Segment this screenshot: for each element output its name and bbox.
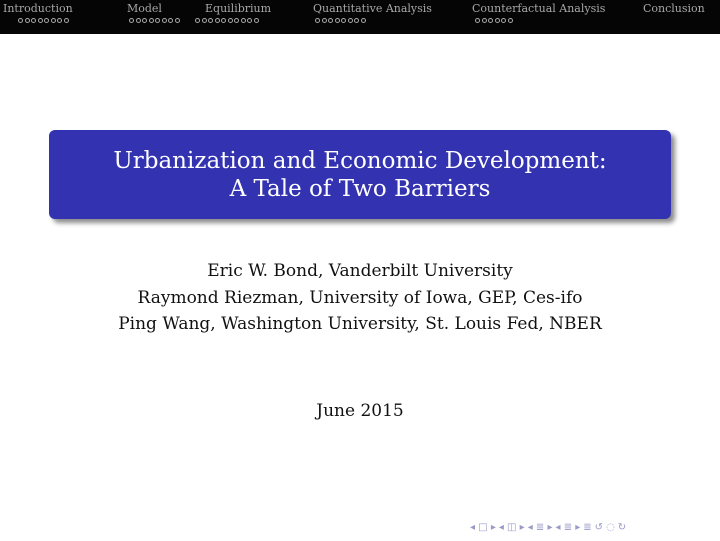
section-nav-icon[interactable]: ◂ ◫ ▸ xyxy=(498,521,525,533)
slide-dot[interactable] xyxy=(195,18,200,23)
zoom-icon[interactable]: ◌ xyxy=(606,521,615,533)
slide-dot[interactable] xyxy=(202,18,207,23)
nav-dots-counterfactual-analysis xyxy=(475,18,513,26)
slide-dot[interactable] xyxy=(341,18,346,23)
slide-dot[interactable] xyxy=(136,18,141,23)
slide-dot[interactable] xyxy=(254,18,259,23)
nav-section-conclusion[interactable]: Conclusion xyxy=(643,2,705,15)
slide-dot[interactable] xyxy=(162,18,167,23)
slide-dot[interactable] xyxy=(215,18,220,23)
nav-dots-equilibrium xyxy=(195,18,259,26)
align-icon[interactable]: ≣ xyxy=(583,521,592,533)
author-1: Eric W. Bond, Vanderbilt University xyxy=(207,261,513,281)
title-line-1: Urbanization and Economic Development: xyxy=(113,148,607,174)
frame-nav-icon[interactable]: ◂ □ ▸ xyxy=(470,521,496,533)
slide-dot[interactable] xyxy=(31,18,36,23)
slide-dot[interactable] xyxy=(57,18,62,23)
slide-dot[interactable] xyxy=(51,18,56,23)
slide-dot[interactable] xyxy=(315,18,320,23)
author-2: Raymond Riezman, University of Iowa, GEP, Ces-ifo xyxy=(137,288,583,308)
slide-dot[interactable] xyxy=(328,18,333,23)
slide-dot[interactable] xyxy=(175,18,180,23)
subsection-nav-icon[interactable]: ◂ ≣ ▸ xyxy=(527,521,553,533)
slide-dot[interactable] xyxy=(38,18,43,23)
slide-dot[interactable] xyxy=(129,18,134,23)
title-line-2: A Tale of Two Barriers xyxy=(229,176,491,202)
slide-dot[interactable] xyxy=(475,18,480,23)
slide-dot[interactable] xyxy=(348,18,353,23)
nav-section-equilibrium[interactable]: Equilibrium xyxy=(205,2,272,15)
slide-dot[interactable] xyxy=(208,18,213,23)
nav-section-introduction[interactable]: Introduction xyxy=(3,2,73,15)
nav-section-quantitative-analysis[interactable]: Quantitative Analysis xyxy=(313,2,432,15)
presentation-date: June 2015 xyxy=(316,401,404,421)
slide-dot[interactable] xyxy=(501,18,506,23)
slide-dot[interactable] xyxy=(508,18,513,23)
author-3: Ping Wang, Washington University, St. Louis Fed, NBER xyxy=(118,314,602,334)
slide-dot[interactable] xyxy=(482,18,487,23)
slide-dot[interactable] xyxy=(64,18,69,23)
title-block xyxy=(49,130,671,219)
nav-dots-quantitative-analysis xyxy=(315,18,366,26)
slide-dot[interactable] xyxy=(18,18,23,23)
slide-dot[interactable] xyxy=(488,18,493,23)
slide-dot[interactable] xyxy=(168,18,173,23)
slide-dot[interactable] xyxy=(335,18,340,23)
subsection-next-icon[interactable]: ◂ ≣ ▸ xyxy=(555,521,581,533)
beamer-navigation-controls xyxy=(470,519,626,535)
slide-dot[interactable] xyxy=(247,18,252,23)
slide-dot[interactable] xyxy=(149,18,154,23)
slide-dot[interactable] xyxy=(241,18,246,23)
nav-section-counterfactual-analysis[interactable]: Counterfactual Analysis xyxy=(472,2,606,15)
slide-dot[interactable] xyxy=(495,18,500,23)
nav-dots-introduction xyxy=(18,18,69,26)
slide-dot[interactable] xyxy=(234,18,239,23)
section-navigation-bar xyxy=(0,0,720,34)
search-icon[interactable]: ↺ xyxy=(594,521,604,533)
nav-dots-model xyxy=(129,18,180,26)
slide-dot[interactable] xyxy=(44,18,49,23)
slide-dot[interactable] xyxy=(221,18,226,23)
slide-dot[interactable] xyxy=(361,18,366,23)
slide-dot[interactable] xyxy=(228,18,233,23)
slide-dot[interactable] xyxy=(25,18,30,23)
back-icon[interactable]: ↻ xyxy=(617,521,627,533)
slide-dot[interactable] xyxy=(354,18,359,23)
slide-dot[interactable] xyxy=(155,18,160,23)
slide-dot[interactable] xyxy=(142,18,147,23)
nav-section-model[interactable]: Model xyxy=(127,2,162,15)
slide-dot[interactable] xyxy=(322,18,327,23)
